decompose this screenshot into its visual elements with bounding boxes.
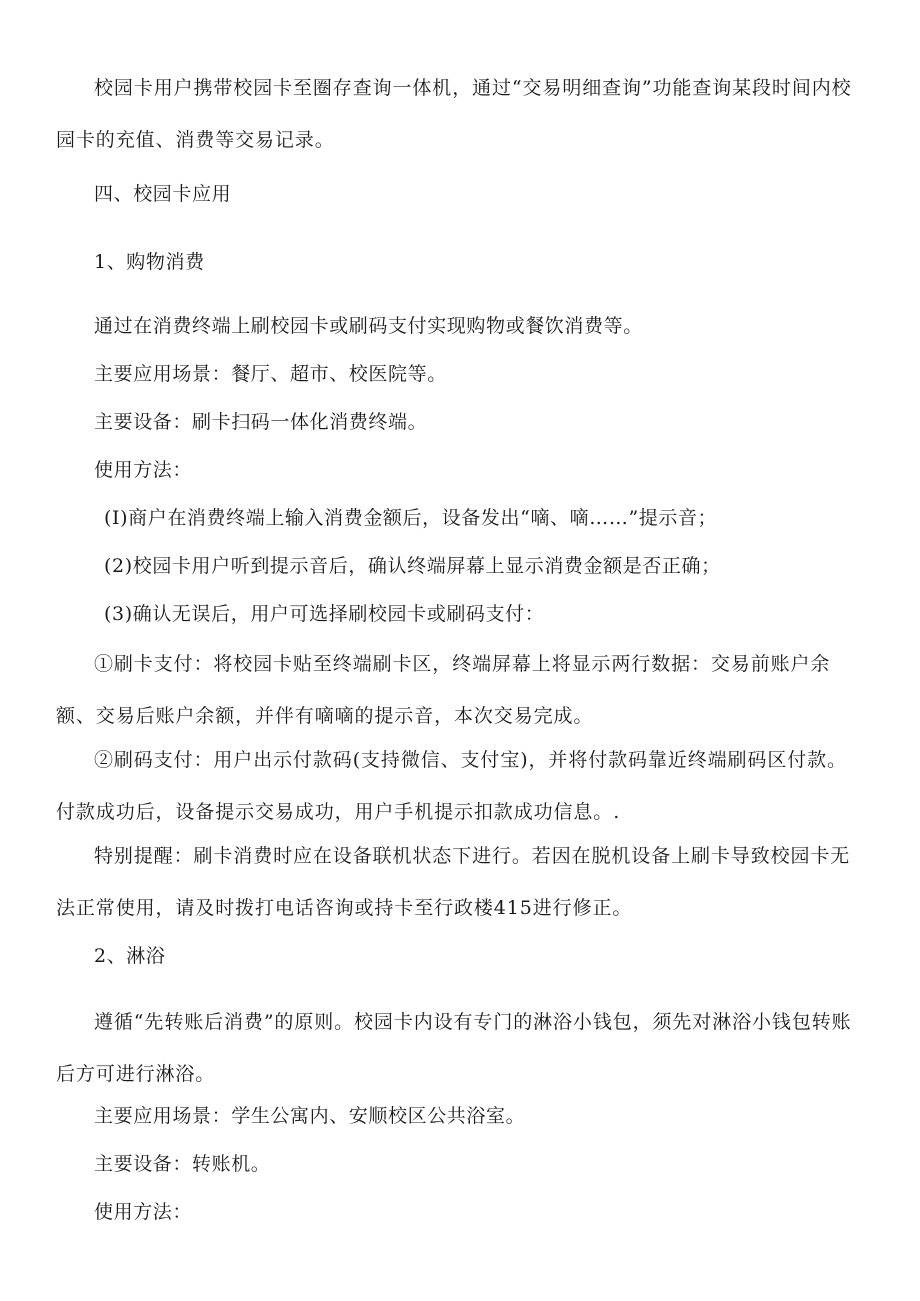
paragraph-card-payment: ①刷卡支付：将校园卡贴至终端刷卡区，终端屏幕上将显示两行数据：交易前账户余额、交易后账户余额，并伴有嘀嘀的提示音，本次交易完成。 [56,653,831,727]
heading-shower: 2、淋浴 [94,945,166,967]
paragraph-step-2: (2)校园卡用户听到提示音后，确认终端屏幕上显示消费金额是否正确； [104,555,721,577]
paragraph-step-1: (I)商户在消费终端上输入消费金额后，设备发出“嘀、嘀……”提示音； [104,507,718,529]
paragraph-code-payment: ②刷码支付：用户出示付款码(支持微信、支付宝)，并将付款码靠近终端刷码区付款。付款成功后，设备提示交易成功，用户手机提示扣款成功信息。. [56,749,847,823]
paragraph-step-3: (3)确认无误后，用户可选择刷校园卡或刷码支付： [104,603,545,625]
paragraph-shower-equipment: 主要设备：转账机。 [94,1153,271,1175]
heading-shopping: 1、购物消费 [94,251,205,273]
paragraph-shopping-usage-label: 使用方法： [94,459,193,481]
paragraph-shopping-intro: 通过在消费终端上刷校园卡或刷码支付实现购物或餐饮消费等。 [94,315,643,337]
paragraph-query-records: 校园卡用户携带校园卡至圈存查询一体机，通过“交易明细查询”功能查询某段时间内校园卡的充值、消费等交易记录。 [56,77,852,151]
paragraph-shower-scenarios: 主要应用场景：学生公寓内、安顺校区公共浴室。 [94,1105,526,1127]
paragraph-shower-intro: 遵循“先转账后消费”的原则。校园卡内设有专门的淋浴小钱包，须先对淋浴小钱包转账后方可进行淋浴。 [56,1011,852,1085]
paragraph-shopping-equipment: 主要设备：刷卡扫码一体化消费终端。 [94,411,428,433]
heading-campus-card-application: 四、校园卡应用 [94,183,232,205]
paragraph-shower-usage-label: 使用方法： [94,1201,193,1223]
paragraph-special-reminder: 特别提醒：刷卡消费时应在设备联机状态下进行。若因在脱机设备上刷卡导致校园卡无法正常使用，请及时拨打电话咨询或持卡至行政楼415进行修正。 [56,845,851,919]
paragraph-shopping-scenarios: 主要应用场景：餐厅、超市、校医院等。 [94,363,447,385]
